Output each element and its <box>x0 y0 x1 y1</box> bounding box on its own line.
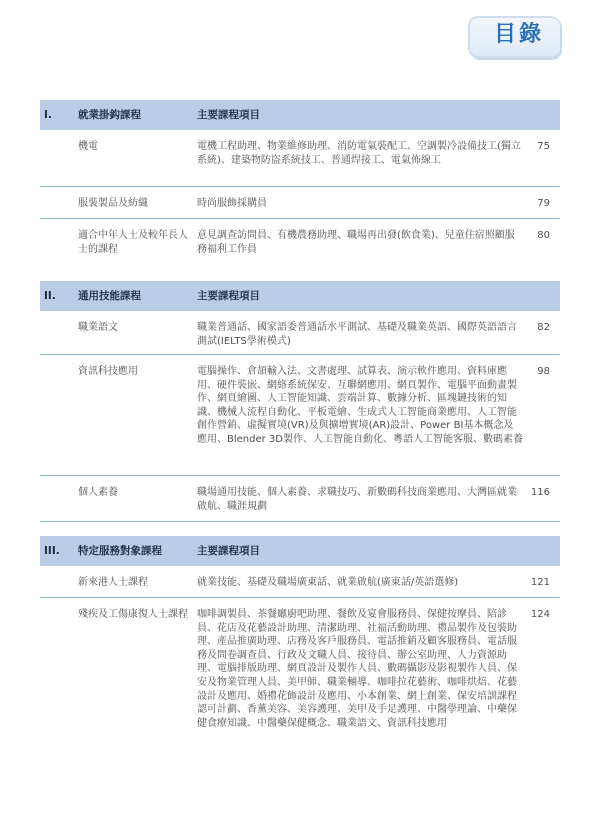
page-number: 121 <box>530 577 550 588</box>
page-number: 79 <box>537 198 550 209</box>
table-row <box>40 187 560 219</box>
page-title: 目錄 <box>493 22 544 47</box>
page-number: 80 <box>537 230 550 241</box>
category-cell: 機電 <box>78 141 98 152</box>
category-cell: 職業語文 <box>78 322 118 333</box>
items-header: 主要課程項目 <box>197 109 260 121</box>
items-cell: 時尚服飾採購員 <box>197 198 267 209</box>
category-cell: 殘疾及工傷康復人士課程 <box>78 609 188 620</box>
category-cell: 適合中年人士及較年長人士的課程 <box>78 230 188 255</box>
table-row <box>40 311 560 355</box>
section-header <box>40 100 560 130</box>
items-header: 主要課程項目 <box>197 545 260 557</box>
table-row <box>40 598 560 778</box>
items-cell: 咖啡調製員、茶餐廳廚吧助理、餐飲及宴會服務員、保健按摩員、陪診員、花店及花藝設計助理、清潔助理、社福活動助理、禮品製作及包裝助理、產品推廣助理、店務及客戶服務員、電話推銷及顧客服務員、電話服務及問卷調查員、行政及文職人員、接待員、辦公室助理、人力資源助理、電腦排版助理、網頁設計及製作人員、數碼攝影及影視製作人員、保安及物業管理人員、美甲師、職業輔導、咖啡拉花藝術、咖啡烘焙、花藝設計及應用、婚禮花飾設計及應用、小本創業、網上創業、保安培訓課程認可計劃、香薰美容、美容護理、美甲及手足護理、中醫學理論、中藥保健食療知識、中醫藥保健概念、職業語文、資訊科技應用 <box>197 609 517 729</box>
category-cell: 資訊科技應用 <box>78 366 138 377</box>
section-header <box>40 281 560 311</box>
category-header: 特定服務對象課程 <box>78 545 162 557</box>
category-header: 通用技能課程 <box>78 290 141 302</box>
table-row <box>40 219 560 265</box>
section-header <box>40 536 560 566</box>
category-cell: 新來港人士課程 <box>78 577 148 588</box>
section-1 <box>40 100 560 265</box>
page-number: 124 <box>530 609 550 620</box>
items-cell: 職業普通話、國家語委普通話水平測試、基礎及職業英語、國際英語語言測試(IELTS學術模式) <box>197 322 517 347</box>
table-row <box>40 130 560 187</box>
category-header: 就業掛鈎課程 <box>78 109 141 121</box>
category-cell: 服裝製品及紡織 <box>78 198 148 209</box>
items-cell: 電機工程助理、物業維修助理、消防電氣裝配工、空調製冷設備技工(獨立系統)、建築物防盜系統技工、普通焊接工、電氣佈線工 <box>197 141 521 166</box>
section-number: I. <box>44 109 52 121</box>
page-number: 116 <box>530 487 550 498</box>
items-cell: 電腦操作、倉頡輸入法、文書處理、試算表、演示軟件應用、資料庫應用、硬件裝嵌、網絡系統保安、互聯網應用、網頁製作、電腦平面動畫製作、網頁繪圖、人工智能知識、雲端計算、數據分析、區塊鏈技術的知識、機械人流程自動化、平板電繪、生成式人工智能商業應用、人工智能創作營銷、虛擬實境(VR)及與擴增實境(AR)設計、Power BI基本概念及應用、Blender 3D製作、人工智能自動化、粵語人工智能客服、數碼素養 <box>197 366 523 445</box>
page-number: 75 <box>537 141 550 152</box>
items-header: 主要課程項目 <box>197 290 260 302</box>
section-3 <box>40 536 560 778</box>
items-cell: 意見調查訪問員、有機農務助理、職場再出發(飲食業)、兒童住宿照顧服務福利工作員 <box>197 230 515 255</box>
page-number: 82 <box>537 322 550 333</box>
section-number: II. <box>44 290 56 302</box>
page-number: 98 <box>537 366 550 377</box>
table-row <box>40 476 560 522</box>
items-cell: 就業技能、基礎及職場廣東話、就業啟航(廣東話/英語選修) <box>197 577 459 588</box>
table-row <box>40 355 560 476</box>
table-row <box>40 566 560 598</box>
section-number: III. <box>44 545 60 557</box>
category-cell: 個人素養 <box>78 487 118 498</box>
section-2 <box>40 281 560 522</box>
items-cell: 職場通用技能、個人素養、求職技巧、新數碼科技商業應用、大灣區就業啟航、職涯規劃 <box>197 487 517 512</box>
